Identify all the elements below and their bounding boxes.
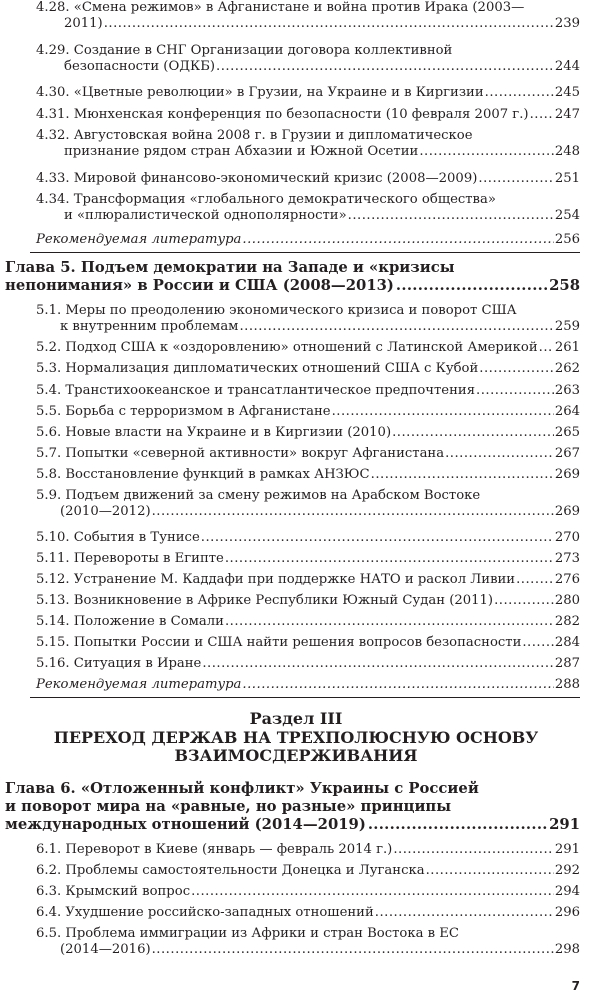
page-ref: 261 <box>554 340 580 355</box>
toc-entry-6-5[interactable]: 6.5. Проблема иммиграции из Африки и стран Востока в ЕС (2014—2016) ..... 298 <box>36 926 580 958</box>
page-ref: 294 <box>554 884 580 899</box>
toc-entry-5-1[interactable]: 5.1. Меры по преодолению экономического кризиса и поворот США к внутренним проблемам ..... 259 <box>36 303 580 335</box>
toc-entry-5-2[interactable]: 5.2. Подход США к «оздоровлению» отношений с Латинской Америкой ..... 261 <box>36 340 580 356</box>
dot-leader <box>242 232 553 248</box>
page-ref: 259 <box>554 319 580 335</box>
toc-entry-5-14[interactable]: 5.14. Положение в Сомали ..... 282 <box>36 614 580 630</box>
page-ref: 244 <box>554 59 580 75</box>
toc-entry-6-3[interactable]: 6.3. Крымский вопрос ..... 294 <box>36 884 580 900</box>
dot-leader <box>239 319 553 335</box>
page-ref: 292 <box>554 863 580 878</box>
dot-leader <box>242 677 553 693</box>
separator-rule <box>30 252 580 253</box>
part-title-line-1: ПЕРЕХОД ДЕРЖАВ НА ТРЕХПОЛЮСНУЮ ОСНОВУ <box>53 727 539 747</box>
dot-leader <box>201 530 554 546</box>
dot-leader <box>393 842 554 858</box>
page-ref: 276 <box>554 572 580 587</box>
page-ref: 287 <box>554 656 580 671</box>
chapter-5-heading[interactable]: Глава 5. Подъем демократии на Западе и «кризисы непонимания» в России и США (2008—2013) ..... 258 <box>5 259 580 295</box>
dot-leader <box>225 614 554 630</box>
dot-leader <box>539 340 554 356</box>
toc-entry-5-3[interactable]: 5.3. Нормализация дипломатических отношений США с Кубой ..... 262 <box>36 361 580 377</box>
part-3-heading[interactable] <box>0 710 592 766</box>
toc-entry-literature-5[interactable]: Рекомендуемая литература ..... 288 <box>36 677 580 693</box>
dot-leader <box>191 884 554 900</box>
dot-leader <box>478 171 553 187</box>
dot-leader <box>392 425 554 441</box>
dot-leader <box>445 446 554 462</box>
toc-entry-5-9[interactable]: 5.9. Подъем движений за смену режимов на Арабском Востоке (2010—2012) ..... 269 <box>36 488 580 520</box>
dot-leader <box>104 16 554 32</box>
toc-entry-5-10[interactable]: 5.10. События в Тунисе ..... 270 <box>36 530 580 546</box>
toc-entry-5-8[interactable]: 5.8. Восстановление функций в рамках АНЗЮС ..... 269 <box>36 467 580 483</box>
toc-entry-5-4[interactable]: 5.4. Транстихоокеанское и трансатлантическое предпочтения ..... 263 <box>36 383 580 399</box>
toc-entry-6-4[interactable]: 6.4. Ухудшение российско-западных отношений ..... 296 <box>36 905 580 921</box>
dot-leader <box>348 208 554 224</box>
dot-leader <box>332 404 554 420</box>
page-ref: 258 <box>549 277 580 294</box>
dot-leader <box>476 383 554 399</box>
toc-entry-5-15[interactable]: 5.15. Попытки России и США найти решения вопросов безопасности ..... 284 <box>36 635 580 651</box>
dot-leader <box>152 942 554 958</box>
dot-leader <box>375 905 554 921</box>
toc-entry-6-2[interactable]: 6.2. Проблемы самостоятельности Донецка и Луганска ..... 292 <box>36 863 580 879</box>
page-ref: 280 <box>554 593 580 608</box>
page-ref: 264 <box>554 404 580 419</box>
page-ref: 291 <box>549 816 580 833</box>
dot-leader <box>494 593 554 609</box>
toc-entry-6-1[interactable]: 6.1. Переворот в Киеве (январь — февраль 2014 г.) ..... 291 <box>36 842 580 858</box>
page-ref: 245 <box>554 85 580 100</box>
page-ref: 251 <box>554 171 580 186</box>
page-ref: 269 <box>554 504 580 520</box>
dot-leader <box>419 144 554 160</box>
toc-entry-4-29[interactable]: 4.29. Создание в СНГ Организации договора коллективной безопасности (ОДКБ) ..... 244 <box>36 43 580 75</box>
toc-entry-4-34[interactable]: 4.34. Трансформация «глобального демократического общества» и «плюралистической однополярности» ..... 254 <box>36 192 580 224</box>
dot-leader <box>371 467 554 483</box>
dot-leader <box>485 85 554 101</box>
toc-entry-5-16[interactable]: 5.16. Ситуация в Иране ..... 287 <box>36 656 580 672</box>
dot-leader <box>426 863 554 879</box>
dot-leader <box>225 551 554 567</box>
page-ref: 267 <box>554 446 580 461</box>
toc-entry-5-6[interactable]: 5.6. Новые власти на Украине и в Киргизии (2010) ..... 265 <box>36 425 580 441</box>
dot-leader <box>202 656 553 672</box>
dot-leader <box>530 107 554 123</box>
toc-entry-4-33[interactable]: 4.33. Мировой финансово-экономический кризис (2008—2009) ..... 251 <box>36 171 580 187</box>
toc-entry-4-32[interactable]: 4.32. Августовская война 2008 г. в Грузии и дипломатическое признание рядом стран Абхазии и Южной Осетии ..... 248 <box>36 128 580 160</box>
chapter-6-heading[interactable]: Глава 6. «Отложенный конфликт» Украины с Россией и поворот мира на «равные, но разные» принципы международных отношений (2014—2019) ..... 291 <box>5 780 580 834</box>
dot-leader <box>479 361 554 377</box>
page-ref: 270 <box>554 530 580 545</box>
page-ref: 248 <box>554 144 580 160</box>
page-ref: 262 <box>554 361 580 376</box>
toc-entry-5-5[interactable]: 5.5. Борьба с терроризмом в Афганистане ..... 264 <box>36 404 580 420</box>
toc-entry-4-30[interactable]: 4.30. «Цветные революции» в Грузии, на Украине и в Киргизии ..... 245 <box>36 85 580 101</box>
toc-entry-5-12[interactable]: 5.12. Устранение М. Каддафи при поддержке НАТО и раскол Ливии ..... 276 <box>36 572 580 588</box>
toc-entry-5-7[interactable]: 5.7. Попытки «северной активности» вокруг Афганистана ..... 267 <box>36 446 580 462</box>
page-ref: 265 <box>554 425 580 440</box>
toc-entry-4-28[interactable]: 4.28. «Смена режимов» в Афганистане и война против Ирака (2003— 2011) ..... 239 <box>36 0 580 32</box>
page-ref: 263 <box>554 383 580 398</box>
dot-leader <box>216 59 554 75</box>
page-ref: 256 <box>554 232 580 247</box>
page-ref: 288 <box>554 677 580 692</box>
dot-leader <box>522 635 553 651</box>
page-number: 7 <box>571 979 580 993</box>
page-ref: 296 <box>554 905 580 920</box>
page-ref: 284 <box>554 635 580 650</box>
toc-entry-5-11[interactable]: 5.11. Перевороты в Египте ..... 273 <box>36 551 580 567</box>
page-ref: 282 <box>554 614 580 629</box>
toc-entry-4-31[interactable]: 4.31. Мюнхенская конференция по безопасности (10 февраля 2007 г.) ..... 247 <box>36 107 580 123</box>
dot-leader <box>152 504 554 520</box>
separator-rule <box>30 697 580 698</box>
dot-leader <box>368 816 547 834</box>
toc-entry-5-13[interactable]: 5.13. Возникновение в Африке Республики Южный Судан (2011) ..... 280 <box>36 593 580 609</box>
dot-leader <box>396 277 547 295</box>
dot-leader <box>516 572 554 588</box>
part-label: Раздел III <box>249 709 343 728</box>
part-title-line-2: ВЗАИМОСДЕРЖИВАНИЯ <box>174 746 418 765</box>
page-ref: 298 <box>554 942 580 958</box>
toc-entry-literature-4[interactable]: Рекомендуемая литература ..... 256 <box>36 232 580 248</box>
page-ref: 291 <box>554 842 580 857</box>
page-ref: 269 <box>554 467 580 482</box>
page-ref: 247 <box>554 107 580 122</box>
page-ref: 239 <box>554 16 580 32</box>
page-ref: 254 <box>554 208 580 224</box>
page-ref: 273 <box>554 551 580 566</box>
